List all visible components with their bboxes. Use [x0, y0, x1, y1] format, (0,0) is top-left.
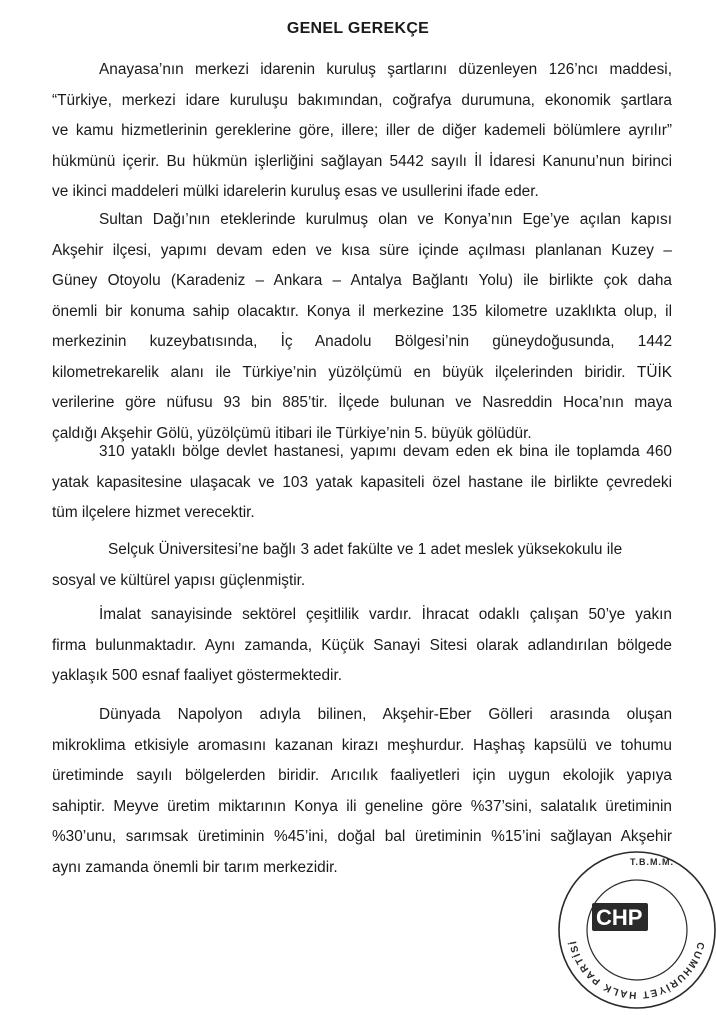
text-line: aynı zamanda önemli bir tarım merkezidir.: [52, 858, 338, 876]
text-line: sosyal ve kültürel yapısı güçlenmiştir.: [52, 571, 306, 589]
paragraph-1: [52, 55, 672, 208]
text-line: Anayasa’nın merkezi idarenin kuruluş şartlarını düzenleyen 126’ncı maddesi,: [99, 61, 672, 78]
text-line: kilometrekarelik alanı ile Türkiye’nin yüzölçümü en büyük ilçelerinden biridir. TÜİK: [52, 363, 672, 381]
text-line: Akşehir ilçesi, yapımı devam eden ve kısa süre içinde açılması planlanan Kuzey –: [52, 241, 672, 259]
text-line: yaklaşık 500 esnaf faaliyet göstermektedir.: [52, 667, 343, 684]
paragraph-4: [52, 535, 672, 596]
text-line: merkezinin kuzeybatısında, İç Anadolu Bölgesi’nin güneydoğusunda, 1442: [52, 333, 672, 350]
text-line: İmalat sanayisinde sektörel çeşitlilik vardır. İhracat odaklı çalışan 50’ye yakın: [99, 606, 672, 623]
party-seal-stamp: [552, 845, 716, 1015]
text-line: önemli bir konuma sahip olacaktır. Konya il merkezine 135 kilometre uzaklıkta olup, il: [52, 302, 672, 320]
text-line: yatak kapasitesine ulaşacak ve 103 yatak kapasiteli özel hastane ile birlikte çevredeki: [52, 473, 672, 491]
text-line: Sultan Dağı’nın eteklerinde kurulmuş olan ve Konya’nın Ege’ye açılan kapısı: [99, 211, 672, 228]
seal-ring-text: CUMHURİYET HALK PARTİSİ: [567, 938, 706, 1001]
text-line: firma bulunmaktadır. Aynı zamanda, Küçük Sanayi Sitesi olarak adlandırılan bölgede: [52, 636, 672, 654]
paragraph-5: [52, 600, 672, 692]
paragraph-2: [52, 205, 672, 449]
text-line: 310 yataklı bölge devlet hastanesi, yapımı devam eden ek bina ile toplamda 460: [99, 443, 672, 460]
text-line: çaldığı Akşehir Gölü, yüzölçümü itibari ile Türkiye’nin 5. büyük gölüdür.: [52, 424, 532, 442]
text-line: hükmünü içerir. Bu hükmün işlerliğini sağlayan 5442 sayılı İl İdaresi Kanunu’nun birinci: [52, 152, 672, 170]
paragraph-3: [52, 437, 672, 529]
text-line: üretiminde sayılı bölgelerden biridir. Arıcılık faaliyetleri için uygun ekolojik yapıya: [52, 767, 672, 784]
text-line: ve ikinci maddeleri mülki idarelerin kuruluş esas ve usullerini ifade eder.: [52, 183, 539, 200]
text-line: %30’unu, sarımsak üretiminin %45’ini, doğal bal üretiminin %15’ini sağlayan Akşehir: [52, 828, 672, 845]
seal-top-text: T.B.M.M.: [630, 857, 674, 867]
text-line: “Türkiye, merkezi idare kuruluşu bakımından, coğrafya durumuna, ekonomik şartlara: [52, 91, 672, 109]
text-line: sahiptir. Meyve üretim miktarının Konya ili geneline göre %37’sini, salatalık üretiminin: [52, 797, 672, 815]
text-line: Selçuk Üniversitesi’ne bağlı 3 adet fakülte ve 1 adet meslek yüksekokulu ile: [108, 541, 623, 558]
chp-logo-text: CHP: [596, 905, 643, 930]
text-line: mikroklima etkisiyle aromasını kazanan kirazı meşhurdur. Haşhaş kapsülü ve tohumu: [52, 736, 672, 754]
text-line: ve kamu hizmetlerinin gereklerine göre, illere; iller de diğer kademeli bölümlere ayrılır”: [52, 122, 672, 139]
document-title: GENEL GEREKÇE: [286, 20, 430, 37]
text-line: tüm ilçelere hizmet verecektir.: [52, 504, 255, 521]
text-line: Dünyada Napolyon adıyla bilinen, Akşehir-Eber Gölleri arasında oluşan: [99, 706, 672, 723]
text-line: verilerine göre nüfusu 93 bin 885’tir. İlçede bulunan ve Nasreddin Hoca’nın maya: [52, 394, 672, 411]
text-line: Güney Otoyolu (Karadeniz – Ankara – Antalya Bağlantı Yolu) ile birlikte çok daha: [52, 272, 672, 289]
